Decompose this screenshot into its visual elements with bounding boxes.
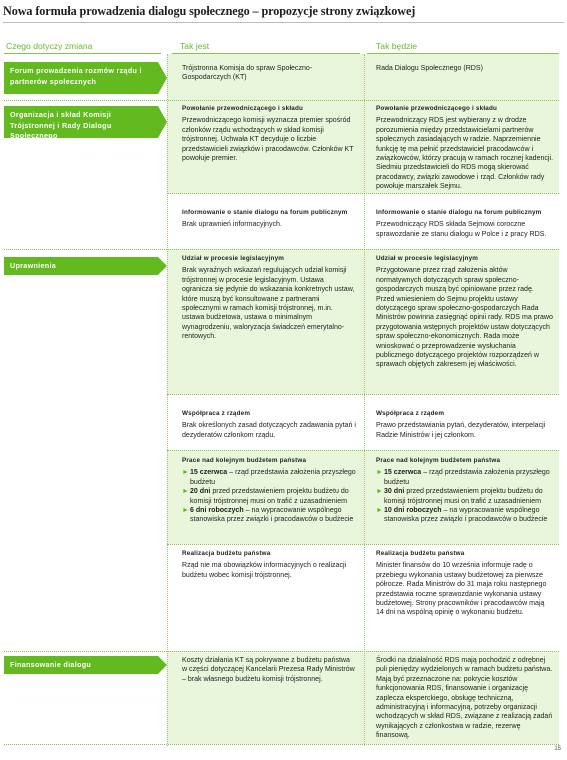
cell-heading: Udział w procesie legislacyjnym bbox=[376, 255, 479, 262]
udzial-future bbox=[376, 254, 554, 370]
cell-text: Brak wyraźnych wskazań regulujących udział komisji trójstronnej w procesie legislacyjnym. Ustawa ogranicza się jedynie do wskazania konkretnych ustaw, które muszą być konsultowane z partnerami społecznymi w ramach komisji trójstronnej, m.in. ustawa budżetowa, ustawa o minimalnym wynagrodzeniu, waloryzacja świadczeń emerytalno-rentowych. bbox=[182, 267, 355, 341]
cell-heading: Realizacja budżetu państwa bbox=[376, 550, 465, 557]
cell-heading: Współpraca z rządem bbox=[376, 410, 445, 417]
cell-heading: Współpraca z rządem bbox=[182, 410, 251, 417]
header-col-future: Tak będzie bbox=[376, 41, 418, 51]
cell-heading: Prace nad kolejnym budżetem państwa bbox=[182, 457, 307, 464]
bullet-text: – na wypracowanie wspólnego stanowiska przez związki i pracodawców o budżecie bbox=[384, 507, 548, 524]
row-divider bbox=[167, 544, 559, 545]
section-divider bbox=[4, 651, 559, 652]
finansowanie-current: Koszty działania KT są pokrywane z budżetu państwa w części dotyczącej Kancelarii Prezesa Rady Ministrów – brak własnego budżetu komisji trójstronnej. bbox=[182, 657, 355, 683]
section-divider bbox=[4, 744, 559, 745]
wspolpraca-future bbox=[376, 409, 554, 440]
arrow-icon: ► bbox=[182, 469, 189, 477]
bullet-text: przed przedstawieniem projektu budżetu do komisji trójstronnej musi on trafić z uzasadnieniem bbox=[190, 488, 349, 505]
title-rule bbox=[3, 22, 564, 23]
header-rule bbox=[4, 53, 161, 54]
cell-text: Prawo przedstawiania pytań, dezyderatów, interpelacji Radzie Ministrów i jej członkom. bbox=[376, 422, 546, 439]
column-separator bbox=[364, 54, 365, 746]
section-divider bbox=[4, 249, 559, 250]
bullet-bold: 10 dni roboczych bbox=[384, 507, 442, 515]
list-item bbox=[376, 487, 554, 506]
row-divider bbox=[167, 193, 559, 194]
arrow-icon: ► bbox=[182, 488, 189, 496]
prace-future bbox=[376, 456, 554, 525]
page-title: Nowa formuła prowadzenia dialogu społecznego – propozycje strony związkowej bbox=[3, 4, 416, 18]
cell-heading: Prace nad kolejnym budżetem państwa bbox=[376, 457, 501, 464]
header-col-change: Czego dotyczy zmiana bbox=[6, 41, 93, 51]
arrow-icon: ► bbox=[182, 507, 189, 515]
wspolpraca-current bbox=[182, 409, 356, 440]
realizacja-future bbox=[376, 549, 554, 618]
list-item bbox=[182, 468, 356, 487]
cell-heading: Informowanie o stanie dialogu na forum publicznym bbox=[376, 209, 542, 216]
udzial-current bbox=[182, 254, 356, 342]
section-label-finansowanie: Finansowanie dialogu bbox=[4, 656, 158, 674]
list-item bbox=[182, 506, 356, 525]
bullet-bold: 20 dni bbox=[190, 488, 211, 496]
cell-text: Brak określonych zasad dotyczących zadawania pytań i dezyderatów członkom rządu. bbox=[182, 422, 356, 439]
list-item bbox=[182, 487, 356, 506]
column-separator bbox=[167, 54, 168, 746]
row-divider bbox=[167, 394, 559, 395]
finansowanie-future: Środki na działalność RDS mają pochodzić z odrębnej puli pieniędzy wydzielonych w ramach budżetu państwa. Mają być przeznaczone na: pokrycie kosztów funkcjonowania RDS, finansowanie i organizację zaplecza eksperckiego, obsługę techniczną, administracyjną i informacyjną, potrzeby organizacji wchodzących w skład RDS, związane z realizacją zadań wynikających z członkostwa w radzie, rezerwę finansową. bbox=[376, 657, 553, 740]
arrow-icon: ► bbox=[376, 488, 383, 496]
section-label-forum: Forum prowadzenia rozmów rządu i partnerów społecznych bbox=[4, 62, 158, 94]
cell-heading: Realizacja budżetu państwa bbox=[182, 550, 271, 557]
list-item bbox=[376, 468, 554, 487]
bullet-text: – rząd przedstawia założenia przyszłego budżetu bbox=[190, 469, 356, 486]
cell-text: Przewodniczący RDS składa Sejmowi coroczne sprawozdanie ze stanu dialogu w Polce i z pracy RDS. bbox=[376, 221, 547, 238]
cell-heading: Informowanie o stanie dialogu na forum publicznym bbox=[182, 209, 348, 216]
cell-heading: Udział w procesie legislacyjnym bbox=[182, 255, 285, 262]
section-label-uprawnienia: Uprawnienia bbox=[4, 257, 158, 275]
section-label-organizacja: Organizacja i skład Komisji Trójstronnej i Rady Dialogu Społecznego bbox=[4, 106, 158, 138]
cell-text: Brak uprawnień informacyjnych. bbox=[182, 221, 282, 229]
bullet-text: przed przedstawieniem projektu budżetu do komisji trójstronnej musi on trafić z uzasadnieniem bbox=[384, 488, 543, 505]
bullet-bold: 15 czerwca bbox=[384, 469, 422, 477]
bullet-bold: 30 dni bbox=[384, 488, 405, 496]
cell-text: Przygotowane przez rząd założenia aktów normatywnych dotyczących spraw społeczno-gospodarczych muszą być opiniowane przez radę. Przed wniesieniem do Sejmu projektu ustawy dotyczącego spraw społeczno-gospodarczych Rada Ministrów powinna zasięgnąć opinii rady. RDS ma prawo przygotowania wstępnych projektów ustaw dotyczących spraw społeczno-ekonomicznych. Rada może wnioskować o przeprowadzenie wysłuchania publicznego dotyczącego projektów rozporządzeń w sprawach objętych zakresem jej właściwości. bbox=[376, 267, 553, 369]
bullet-text: – na wypracowanie wspólnego stanowiska przez związki i pracodawców o budżecie bbox=[190, 507, 354, 524]
section-divider bbox=[4, 100, 559, 101]
cell-text: Minister finansów do 10 września informuje radę o przebiegu wykonania ustawy budżetowej za pierwsze półrocze. Rada Ministrów do 31 maja roku następnego przedstawia roczne sprawozdanie wykonania ustawy budżetowej. Strony pracowników i pracodawców mają 14 dni na wspólną opinię o wykonaniu budżetu. bbox=[376, 562, 547, 617]
cell-heading: Powołanie przewodniczącego i składu bbox=[376, 105, 498, 112]
row-divider bbox=[167, 450, 559, 451]
cell-text: Rząd nie ma obowiązków informacyjnych o realizacji budżetu wobec komisji trójstronnej. bbox=[182, 562, 347, 579]
forum-future: Rada Dialogu Społecznego (RDS) bbox=[376, 65, 483, 72]
page-number: 15 bbox=[554, 746, 561, 752]
realizacja-current bbox=[182, 549, 356, 580]
cell-text: Przewodniczącego komisji wyznacza premier spośród członków rządu wchodzących w skład komisji trójstronnej. Uchwała KT decyduje o liczbie przedstawicieli związków i pracodawców. Członków KT powołuje premier. bbox=[182, 117, 354, 163]
informowanie-future bbox=[376, 208, 554, 239]
list-item bbox=[376, 506, 554, 525]
cell-text: Przewodniczący RDS jest wybierany z w drodze porozumienia między przedstawicielami partnerów społecznych zasiadających w radzie. Naprzemiennie funkcję tę ma pełnić przedstawiciel pracodawców i związkowców, którzy pracują w ramach rocznej kadencji. Siedmiu przedstawicieli do RDS mogą skierować pracodawcy, związki zawodowe i rząd. Członków rady powołuje marszałek Sejmu. bbox=[376, 117, 554, 191]
prace-current bbox=[182, 456, 356, 525]
arrow-icon: ► bbox=[376, 507, 383, 515]
powolanie-current bbox=[182, 104, 356, 163]
cell-heading: Powołanie przewodniczącego i składu bbox=[182, 105, 304, 112]
powolanie-future bbox=[376, 104, 554, 192]
forum-current: Trójstronna Komisja do spraw Społeczno-Gospodarczych (KT) bbox=[182, 65, 313, 82]
bullet-text: – rząd przedstawia założenia przyszłego budżetu bbox=[384, 469, 550, 486]
informowanie-current bbox=[182, 208, 356, 230]
bullet-bold: 15 czerwca bbox=[190, 469, 228, 477]
bullet-bold: 6 dni roboczych bbox=[190, 507, 244, 515]
arrow-icon: ► bbox=[376, 469, 383, 477]
header-col-current: Tak jest bbox=[180, 41, 210, 51]
